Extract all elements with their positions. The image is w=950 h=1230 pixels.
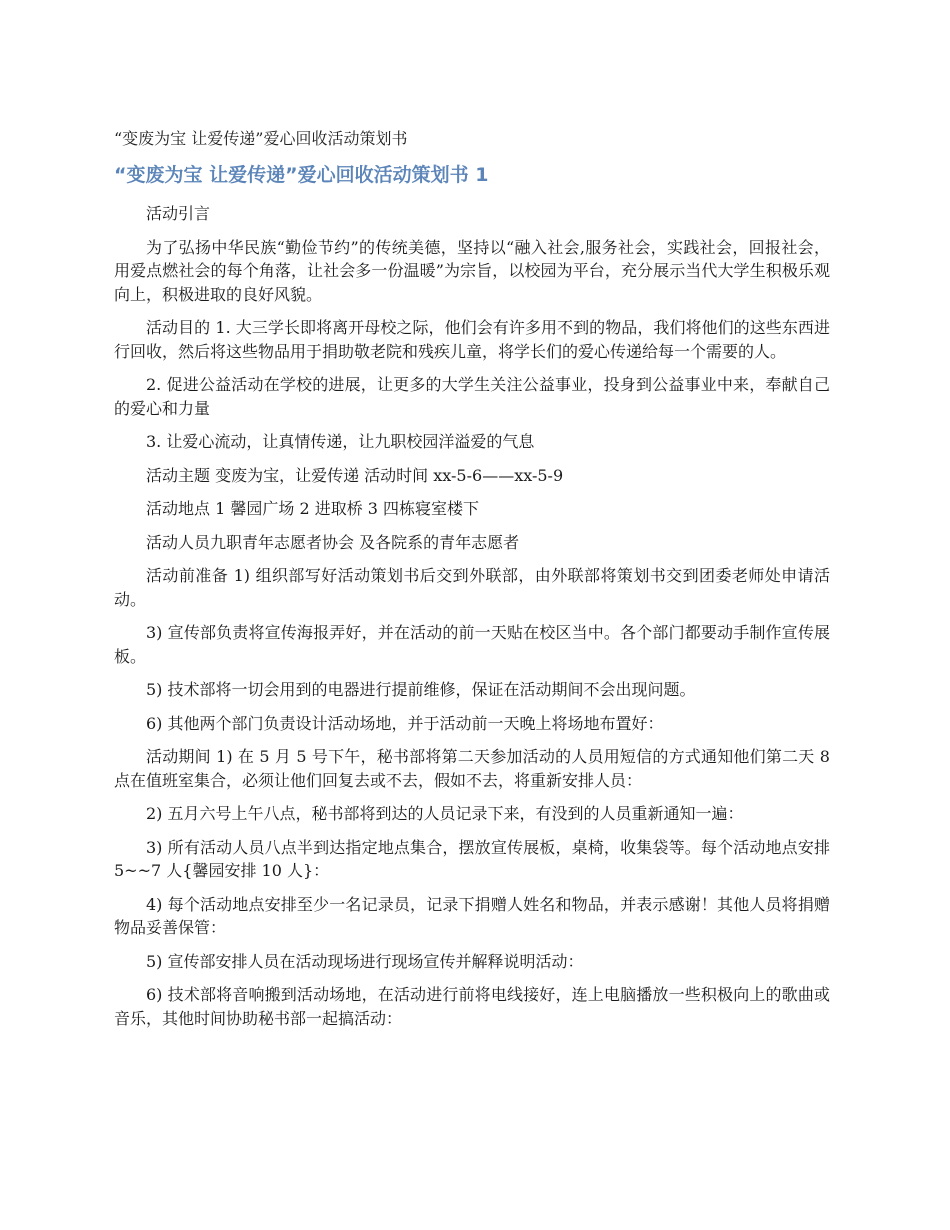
paragraph-intro: 为了弘扬中华民族“勤俭节约”的传统美德，坚持以“融入社会,服务社会，实践社会，回报社会，用爱点燃社会的每个角落，让社会多一份温暖”为宗旨，以校园为平台，充分展示当代大学生积极乐观向上，积极进取的良好风貌。 <box>114 237 830 304</box>
paragraph-prep-3: 3) 宣传部负责将宣传海报弄好，并在活动的前一天贴在校区当中。各个部门都要动手制作宣传展板。 <box>114 623 830 666</box>
paragraph-during-6: 6) 技术部将音响搬到活动场地，在活动进行前将电线接好，连上电脑播放一些积极向上的歌曲或音乐，其他时间协助秘书部一起搞活动： <box>114 985 830 1028</box>
document-title: “变废为宝 让爱传递”爱心回收活动策划书 <box>114 129 408 148</box>
paragraph-purpose-3: 3. 让爱心流动，让真情传递，让九职校园洋溢爱的气息 <box>146 432 535 451</box>
paragraph-staff: 活动人员九职青年志愿者协会 及各院系的青年志愿者 <box>146 532 520 552</box>
paragraph-location: 活动地点 1 馨园广场 2 进取桥 3 四栋寝室楼下 <box>146 499 480 518</box>
paragraph-purpose-2: 2. 促进公益活动在学校的进展，让更多的大学生关注公益事业，投身到公益事业中来，奉献自己的爱心和力量 <box>114 375 830 418</box>
paragraph-during-2: 2) 五月六号上午八点，秘书部将到达的人员记录下来，有没到的人员重新通知一遍： <box>146 804 744 823</box>
paragraph-during-1: 活动期间 1) 在 5 月 5 号下午，秘书部将第二天参加活动的人员用短信的方式通知他们第二天 8 点在值班室集合，必须让他们回复去或不去，假如不去，将重新安排人员： <box>114 747 830 790</box>
document-page <box>114 128 830 1040</box>
paragraph-during-3: 3) 所有活动人员八点半到达指定地点集合，摆放宣传展板，桌椅，收集袋等。每个活动地点安排 5~~7 人{馨园安排 10 人}： <box>114 837 830 880</box>
paragraph-prep-6: 6) 其他两个部门负责设计活动场地，并于活动前一天晚上将场地布置好： <box>146 713 664 733</box>
paragraph-during-4: 4) 每个活动地点安排至少一名记录员，记录下捐赠人姓名和物品，并表示感谢！其他人员将捐赠物品妥善保管： <box>114 894 830 937</box>
paragraph-prep-5: 5) 技术部将一切会用到的电器进行提前维修，保证在活动期间不会出现问题。 <box>146 680 696 699</box>
section-heading: “变废为宝 让爱传递”爱心回收活动策划书 1 <box>114 164 489 186</box>
paragraph-purpose-1: 活动目的 1. 大三学长即将离开母校之际，他们会有许多用不到的物品，我们将他们的这些东西进行回收，然后将这些物品用于捐助敬老院和残疾儿童，将学长们的爱心传递给每一个需要的人。 <box>114 318 830 361</box>
paragraph-prep-1: 活动前准备 1) 组织部写好活动策划书后交到外联部，由外联部将策划书交到团委老师处申请活动。 <box>114 566 830 609</box>
paragraph-theme-time: 活动主题 变废为宝，让爱传递 活动时间 xx-5-6——xx-5-9 <box>146 465 564 485</box>
paragraph-intro-label: 活动引言 <box>146 204 211 223</box>
paragraph-during-5: 5) 宣传部安排人员在活动现场进行现场宣传并解释说明活动： <box>146 951 584 971</box>
